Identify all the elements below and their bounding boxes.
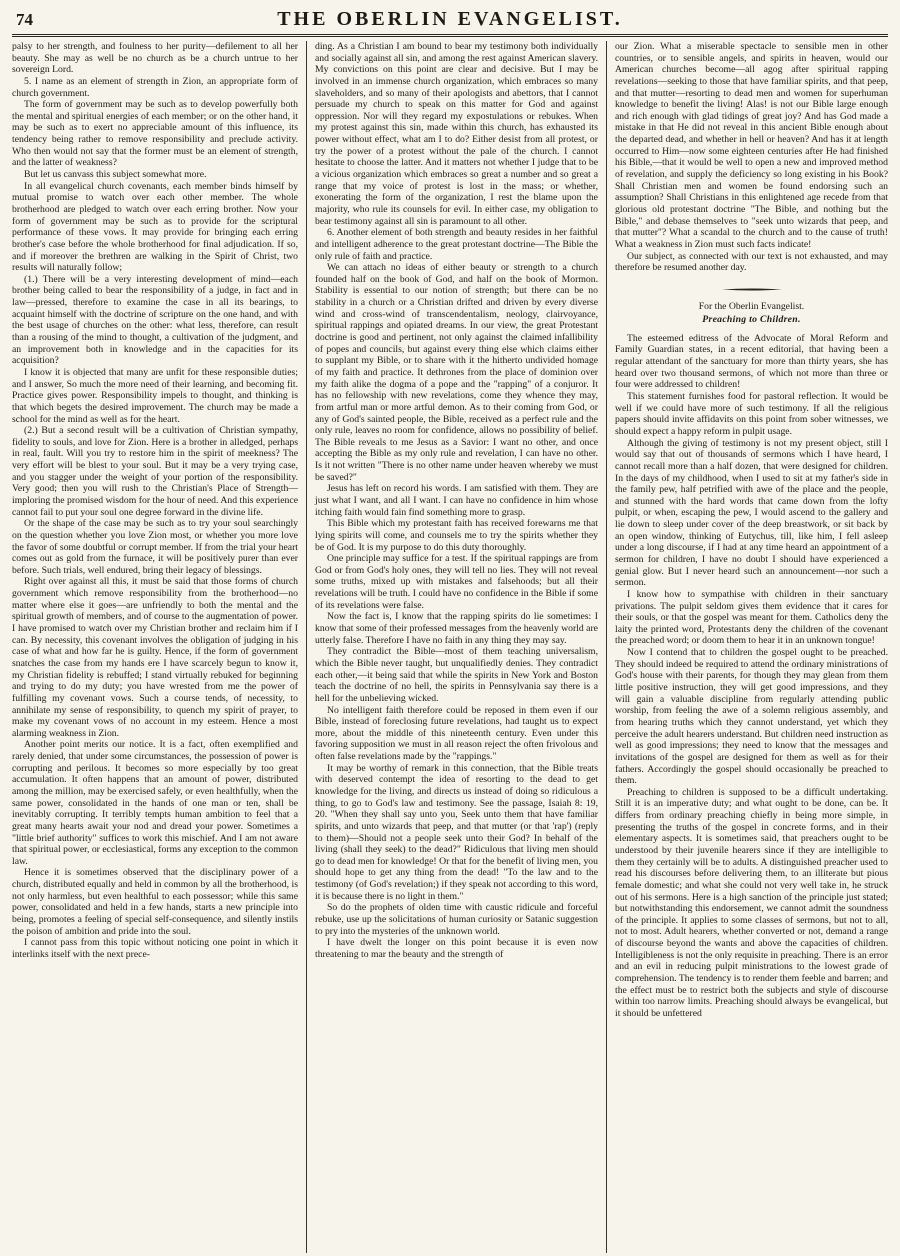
paragraph: I have dwelt the longer on this point because it is even now threatening to mar the beauty and the strength of [315, 937, 598, 960]
paragraph: palsy to her strength, and foulness to her purity—defilement to all her beauty. She may as well be no church as be a church untrue to her sovereign Lord. [12, 41, 298, 76]
paragraph: So do the prophets of olden time with caustic ridicule and forceful rebuke, use up the solicitations of human curiosity or Satanic suggestion to pry into the mysteries of the unknown world. [315, 902, 598, 937]
section-title: Preaching to Children. [702, 313, 801, 325]
paragraph: One principle may suffice for a test. If the spiritual rappings are from God or from God's holy ones, they will tell no lies. They will not reveal some truths, mixed up with mistakes and falsehoods; but all their revelations will be truth. I could have no confidence in the Bible if some of its revelations were false. [315, 553, 598, 611]
paragraph: The form of government may be such as to develop powerfully both the mental and spiritual energies of each member; or on the other hand, it may be such as to exert no appreciable amount of this influence, its tendency being rather to remove responsibility and preclude activity. Who then would not say that the former must be an element of strength, and the latter of weakness? [12, 99, 298, 169]
paragraph: I cannot pass from this topic without noticing one point in which it interlinks itself with the next prece- [12, 937, 298, 960]
paragraph: I know it is objected that many are unfit for these responsible duties; and I answer, So much the more need of their learning, and becoming fit. Practice gives power. Responsibility impels to thought, and thinking is that which begets the desired improvement. The church may be made a school for the mind as well as for the heart. [12, 366, 298, 425]
paragraph: The esteemed editress of the Advocate of Moral Reform and Family Guardian states, in a recent editorial, that having been a regular attendant of the sanctuary for more than thirty years, she has heard over two thousand sermons, of which not more than three or four were addressed to children! [615, 332, 888, 391]
paragraph: Although the giving of testimony is not my present object, still I would say that out of thousands of sermons which I have heard, I cannot recall more than a half dozen, that were designed for children. In the days of my childhood, when I used to sit at my father's side in the family pew, half petrified with awe of the place and the people, and stunned with the hard words that came down from the lofty pulpit, or when, escaping the pew, I would ascend to the gallery and lie down to sleep under cover of the deep breastwork, or sit back by an open window, thinking of Eutychus, till, like him, I fell asleep under a long discourse, if I had at any time heard an appointment of a sermon for children, I have no doubt I should have experienced a genial glow. But I never heard such an announcement—nor such a sermon. [615, 437, 888, 589]
paragraph: (1.) There will be a very interesting development of mind—each brother being called to bear the responsibility of a judge, in fact and in law—pressed, therefore to examine the case in all its bearings, to acquaint himself with the doctrine of scripture on the one hand, and with the best usage of churches on the other: what less, therefore, can result than a rousing of the mind to thought, a cultivation of the judgment, and an improvement both in knowledge and in the capacities for its acquisition? [12, 273, 298, 367]
paragraph: ding. As a Christian I am bound to bear my testimony both individually and socially against all sin, and among the rest against American slavery. My convictions on this point are clear and decisive. But I may be involved in an immense church organization, which embraces so many slaveholders, and so many of their apologists and abettors, that I cannot persuade my church to speak on this matter for God and against oppression. Nor will they regard my expostulations or rebukes. When my protest against this sin, made within this church, has exhausted its power without effect, what am I to do? Either desist from all protest, or try the power of a protest without the pale of the church. I cannot hesitate to choose the latter. And it matters not whether I judge that to be a vicious organization which embraces so great a number and so great a range that my voice of protest is lost in the mass; or whether, exonerating the form of the organization, I rest the blame upon the majority, who rule its counsels for evil. In either case, my obligation to bear testimony against all sin is paramount to all other. [315, 41, 598, 227]
paragraph: Our subject, as connected with our text is not exhausted, and may therefore be resumed another day. [615, 250, 888, 274]
section-intro: For the Oberlin Evangelist. [698, 300, 805, 312]
paragraph: Hence it is sometimes observed that the disciplinary power of a church, distributed equally and held in common by all the brotherhood, is not only harmless, but even healthful to each possessor; while this same power, consolidated and held in a few hands, starts a new principle into being, promotes a feeling of special self-consequence, and silently instils the poison of ambition and pride into the soul. [12, 867, 298, 937]
paragraph: Jesus has left on record his words. I am satisfied with them. They are just what I want, and all I want. I can have no confidence in him whose itching faith would fain find something more to grasp. [315, 483, 598, 518]
paragraph: Another point merits our notice. It is a fact, often exemplified and rarely denied, that under some circumstances, the possession of power is corrupting and perilous. It becomes so more especially by too great accumulation. It often happens that an amount of power, distributed among the million, may be exercised safely, or even healthfully, when the same power, consolidated in the hands of one man or ten, shall be inevitably corrupting. It terribly tempts human ambition to feel that a great many hearts await your nod and dread your power. Sometimes a "little brief authority" suffices to work this mischief. And I am not aware that spiritual power, or ecclesiastical, forms any exception to the common law. [12, 739, 298, 867]
paragraph: This Bible which my protestant faith has received forewarns me that lying spirits will come, and counsels me to try the spirits whether they be of God. It is my purpose to do this duty thoroughly. [315, 518, 598, 553]
paragraph: This statement furnishes food for pastoral reflection. It would be well if we could have more of such testimony. If all the religious papers should invite affidavits on this point from sober witnesses, we should expect a happy reform in pulpit usage. [615, 391, 888, 437]
paragraph: They contradict the Bible—most of them teaching universalism, which the Bible never taught, but unqualifiedly denies. They contradict each other,—it being said that while the spirits in New York and Boston teach the doctrine of no hell, the spirits in Pennsylvania say there is a hell for the unbelieving wicked. [315, 646, 598, 704]
article-columns [12, 41, 888, 1253]
paragraph: Preaching to children is supposed to be a difficult undertaking. Still it is an imperative duty; and what ought to be done, can be. It differs from ordinary preaching chiefly in being more simple, in presenting the truths of the gospel in concrete forms, and in their elementary aspects. It is sometimes said, that preachers ought to be understood by their juvenile hearers since if they are intelligible to them they certainly will be to adults. A distinguished preacher used to read his discourses before delivering them, to an illiterate but pious female domestic; and what she could not very well take in, he struck out of his sermons. Here is a high sanction of the principle just stated; but notwithstanding this endorsement, we cannot admit the soundness of the principle. It applies to some classes of sermons, but not to all, not to most. Adult hearers, whether converted or not, demand a range of discourse beyond the wants and above the capacities of children. Intelligibleness is not the only requisite in preaching. There is an error and an evil in reducing pulpit ministrations to the lowest grade of comprehension. The tendency is to render them feeble and barren; and the effect must be to restrict both the subjects and style of discourse within too narrow limits. Preaching should always be evangelical, but it should be unfettered [615, 786, 888, 1019]
journal-title: THE OBERLIN EVANGELIST. [277, 8, 623, 30]
paragraph: 5. I name as an element of strength in Zion, an appropriate form of church government. [12, 75, 298, 99]
paragraph: 6. Another element of both strength and beauty resides in her faithful and intelligent adherence to the great protestant doctrine—The Bible the only rule of faith and practice. [315, 227, 598, 262]
paragraph: Or the shape of the case may be such as to try your soul searchingly on the question whether you love Zion most, or whether you more love the favor of some doubtful or corrupt member. If from the trial your heart comes out as gold from the furnace, it will be positively purer than ever before. Such trials, well endured, bring their legacy of blessings. [12, 518, 298, 576]
paragraph: In all evangelical church covenants, each member binds himself by mutual promise to watch over each other member. The whole brotherhood are pledged to watch over each erring brother. Now your form of government may be such as to provide for the scriptural performance of these vows. It may provide for bringing each erring brother's case before the whole brotherhood for final adjudication. If so, and if moreover the brethren are walking in the Spirit of Christ, two results will naturally follow; [12, 180, 298, 274]
column-2 [306, 41, 606, 1253]
paragraph: No intelligent faith therefore could be reposed in them even if our Bible, instead of foreclosing future revelations, had taught us to expect more, about the middle of this nineteenth century. Even under this favoring supposition we must in all reason reject the often frivolous and often false revelations made by the "rappings." [315, 704, 598, 763]
column-1 [12, 41, 306, 1253]
paragraph: It may be worthy of remark in this connection, that the Bible treats with deserved contempt the idea of resorting to the dead to get knowledge for the living, and directs us instead of doing so ridiculous a thing, to go to God's law and testimony. See the passage, Isaiah 8: 19, 20. "When they shall say unto you, Seek unto them that have familiar spirits, and unto wizards that peep, and that mutter (or that 'rap') (reply to them)—Should not a people seek unto their God? In behalf of the living (shall they seek) to the dead?" Ridiculous that living men should go to dead men for knowledge! Or that for the benefit of living men, you should hope to get any thing from the dead! "To the law and to the testimony (of God's revelation;) if they speak not according to this word, it is because there is no light in them." [315, 762, 598, 902]
paragraph: (2.) But a second result will be a cultivation of Christian sympathy, fidelity to souls, and love for Zion. Here is a brother in alledged, perhaps in real, fault. Will you try to restore him in the spirit of meekness? The very effort will be blest to your soul. But it may be a very trying case, and you stagger under the weight of your portion of the responsibility. Very good; then you will rush to the Christian's Place of Strength—imploring the promised wisdom for the hour of need. And this experience cannot fail to put your soul one degree forward in the divine life. [12, 425, 298, 518]
section-divider [722, 288, 782, 291]
paragraph: But let us canvass this subject somewhat more. [24, 169, 207, 181]
column-3-bottom-text [615, 333, 888, 1020]
column-3-top-text [615, 41, 888, 274]
paragraph: We can attach no ideas of either beauty or strength to a church founded half on the book of God, and half on the book of Mormon. Stability is essential to our notion of strength; but there can be no stability in a church or a Christian drifted and driven by every diverse wind and cross-wind of transcendentalism, neology, clairvoyance, spiritual rappings and opiated dreams. In our view, the great Protestant doctrine is good and pertinent, not only against the claimed infallibility of popes and councils, but against every thing else which claims either to supplant my Bible, or to share with it the hitherto undivided homage of my faith and practice. It dethrones from the place of dominion over my faith alike the dogma of a pope and the "rapping" of a conjuror. It has no fellowship with new revelations, come they whence they may, from artful man or more artful demon. As to their coming from God, or any of God's sainted people, the Bible, received as a perfect rule and the only rule, leaves no room for confidence, allows no possibility of belief. The Bible reveals to me Jesus as a Savior: I want no other, and once accepting the Bible as my only rule and revelation, I can have no other. Is it not written "There is no other name under heaven whereby we must be saved?" [315, 262, 598, 483]
page-number: 74 [16, 10, 33, 29]
column-3 [606, 41, 888, 1253]
paragraph: our Zion. What a miserable spectacle to sensible men in other countries, or to sensible angels, and spirits in heaven, would our American churches become—all agog after spiritual rapping revelations—seeking to those that have familiar spirits, and that peep, and that mutter—resorting to dead men and women for superhuman knowledge to benefit the living! Alas! is not our Bible large enough and rich enough with glad tidings of great joy? And has God made a mistake in that He did not reveal in this ancient Bible enough about the departed dead, and whether in hell or heaven? And has it at length occurred to Him—now some eighteen centuries after He had finished his Bible,—that it would be well to open a new and improved method of revelation, and supply the deficiency so long existing in his Book? Shall Christian men and women be found endorsing such an assumption? Shall Christians in this enlightened age recede from that glorious old protestant doctrine "The Bible, and nothing but the Bible," and debase themselves to "seek unto wizards that peep, and that mutter"? What a scandal to the church and to the cause of truth! What a weakness in Zion must such facts indicate! [615, 41, 888, 250]
paragraph: I know how to sympathise with children in their sanctuary privations. The pulpit seldom gives them evidence that it cares for their souls, or that the gospel was meant for them. Catholics deny the laity the printed word, Protestants deny the children of the covenant the preached word; or doom them to hear it in an unknown tongue! [615, 588, 888, 647]
paragraph: Now I contend that to children the gospel ought to be preached. They should indeed be required to attend the ordinary ministrations of God's house with their parents, for though they may glean from them little positive instruction, they will get good impressions, and they will gain a valuable discipline from regularly attending public worship, from feeling the awe of a solemn religious assembly, and from hearing truths which they cannot understand, yet which they perceive the adult hearers understand. But children need instruction as well as good impressions; they need to know that the messages and invitations of the gospel are designed for them as well as for their fathers. Accordingly the gospel should occasionally be preached to them. [615, 647, 888, 787]
paragraph: Right over against all this, it must be said that those forms of church government which remove responsibility from the brotherhood—no matter where else it goes—are unfriendly to both the mental and the spiritual growth of members, and of course to the augmentation of power. I have promised to watch over my Christian brother and reclaim him if I can. By necessity, this covenant involves the obligation of judging in his case of what and how far he is guilty. Hence, if the form of government snatches the case from my hands ere I have scarcely begun to know it, my Christian fidelity is rebuffed; I stand virtually rebuked for beginning and trying to do my duty; you have wrested from me the power of fulfilling my covenant vows. Such a course tends, of necessity, to annihilate my sense of responsibility, to quench my spirit of prayer, to make my covenant vows of no account in my esteem. Hence a most alarming weakness in Zion. [12, 576, 298, 739]
masthead [12, 8, 888, 37]
paragraph: Now the fact is, I know that the rapping spirits do lie sometimes: I know that some of their professed messages from the heavenly world are utterly false. Therefore I have no faith in any thing they may say. [315, 611, 598, 646]
